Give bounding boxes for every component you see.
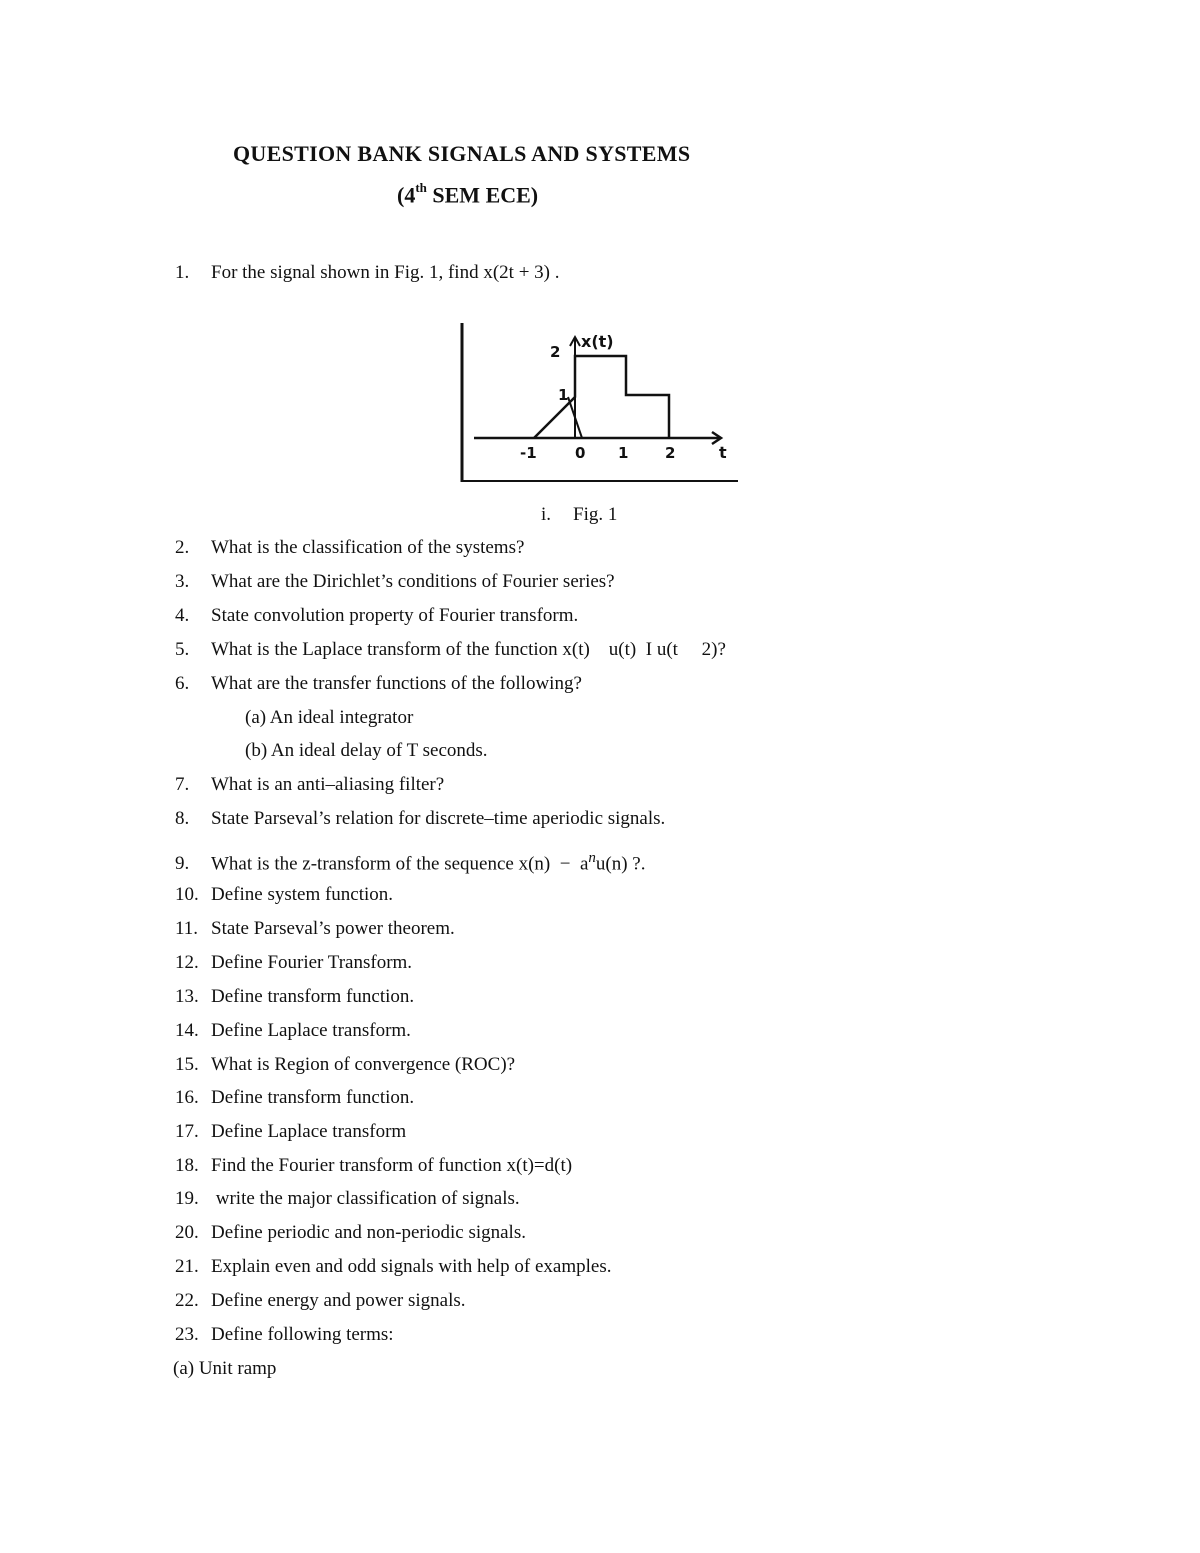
question-text: (a) An ideal integrator (245, 707, 414, 728)
subtitle-superscript: th (415, 180, 427, 195)
question-20 (175, 1223, 526, 1242)
subtitle-suffix: SEM ECE) (426, 182, 539, 208)
question-5 (175, 640, 726, 659)
question-text: State convolution property of Fourier transform. (211, 605, 579, 626)
question-6a (245, 708, 413, 727)
page-title: QUESTION BANK SIGNALS AND SYSTEMS (233, 141, 691, 166)
question-text: What are the Dirichlet’s conditions of Fourier series? (211, 571, 615, 592)
question-text: write the major classification of signals. (211, 1188, 520, 1209)
question-text: Find the Fourier transform of function x(t)=d(t) (211, 1155, 573, 1176)
question-text: For the signal shown in Fig. 1, find x(2t + 3) . (211, 262, 560, 283)
question-number: 13. (175, 986, 199, 1007)
question-text: What is the Laplace transform of the function x(t) u(t) I u(t 2)? (211, 639, 726, 660)
question-text: (a) Unit ramp (173, 1358, 277, 1379)
question-number: 7. (175, 774, 190, 795)
question-number: 4. (175, 605, 190, 626)
question-16 (175, 1088, 414, 1107)
question-number: 21. (175, 1256, 199, 1277)
question-1 (175, 263, 560, 282)
question-number: 14. (175, 1020, 199, 1041)
page-subtitle (397, 182, 538, 208)
question-text: State Parseval’s power theorem. (211, 918, 455, 939)
question-18 (175, 1156, 572, 1175)
question-17 (175, 1122, 406, 1141)
question-number: 5. (175, 639, 190, 660)
exponent-n: n (588, 850, 596, 866)
question-15 (175, 1055, 515, 1074)
question-3 (175, 572, 615, 591)
question-number: 17. (175, 1121, 199, 1142)
y-tick-1: 1 (558, 386, 569, 404)
question-text: What are the transfer functions of the following? (211, 673, 582, 694)
question-tail: u(n) ?. (595, 853, 646, 875)
question-text: Explain even and odd signals with help of examples. (211, 1256, 612, 1277)
question-text: Define energy and power signals. (211, 1290, 466, 1311)
question-text: Define transform function. (211, 1087, 415, 1108)
x-tick-1: 1 (618, 444, 629, 462)
question-text: Define following terms: (211, 1324, 394, 1345)
question-text: What is Region of convergence (ROC)? (211, 1054, 516, 1075)
question-9 (175, 851, 645, 873)
question-text: What is an anti–aliasing filter? (211, 774, 445, 795)
question-number: 15. (175, 1054, 199, 1075)
x-tick-2: 2 (665, 444, 676, 462)
question-number: 20. (175, 1222, 199, 1243)
question-number: 2. (175, 537, 190, 558)
question-text: Define Fourier Transform. (211, 952, 413, 973)
subtitle-prefix: (4 (397, 182, 416, 208)
question-text: Define system function. (211, 884, 394, 905)
question-text: Define Laplace transform (211, 1121, 407, 1142)
question-number: 19. (175, 1188, 199, 1209)
question-11 (175, 919, 455, 938)
question-8 (175, 809, 665, 828)
caption-text: Fig. 1 (573, 504, 618, 525)
question-text: What is the classification of the systems? (211, 537, 525, 558)
x-tick-minus1: -1 (520, 444, 537, 462)
question-13 (175, 987, 414, 1006)
question-text: State Parseval’s relation for discrete–time aperiodic signals. (211, 808, 666, 829)
question-number: 10. (175, 884, 199, 905)
signal-figure (458, 320, 740, 486)
question-10 (175, 885, 393, 904)
signal-label: x(t) (581, 332, 614, 351)
question-6b (245, 741, 488, 760)
question-19 (175, 1189, 520, 1208)
caption-number: i. (541, 504, 552, 525)
question-23 (175, 1325, 394, 1344)
question-7 (175, 775, 444, 794)
question-number: 1. (175, 262, 190, 283)
question-text: (b) An ideal delay of T seconds. (245, 740, 488, 761)
question-number: 11. (175, 918, 199, 939)
question-number: 16. (175, 1087, 199, 1108)
figure-caption (541, 504, 617, 526)
question-number: 6. (175, 673, 190, 694)
question-number: 23. (175, 1324, 199, 1345)
question-number: 9. (175, 853, 190, 875)
t-label: t (719, 443, 727, 462)
y-tick-2: 2 (550, 343, 561, 361)
question-6 (175, 674, 582, 693)
question-14 (175, 1021, 411, 1040)
question-text: Define periodic and non-periodic signals. (211, 1222, 526, 1243)
question-text: Define Laplace transform. (211, 1020, 411, 1041)
x-tick-0: 0 (575, 444, 586, 462)
question-2 (175, 538, 524, 557)
question-12 (175, 953, 412, 972)
question-21 (175, 1257, 612, 1276)
question-text: Define transform function. (211, 986, 415, 1007)
question-number: 12. (175, 952, 199, 973)
question-22 (175, 1291, 466, 1310)
question-23a (173, 1359, 276, 1378)
question-4 (175, 606, 578, 625)
question-number: 8. (175, 808, 190, 829)
question-number: 22. (175, 1290, 199, 1311)
signal-waveform (534, 356, 669, 438)
question-text: What is the z-transform of the sequence x(n) − a (211, 853, 589, 875)
question-number: 3. (175, 571, 190, 592)
question-number: 18. (175, 1155, 199, 1176)
